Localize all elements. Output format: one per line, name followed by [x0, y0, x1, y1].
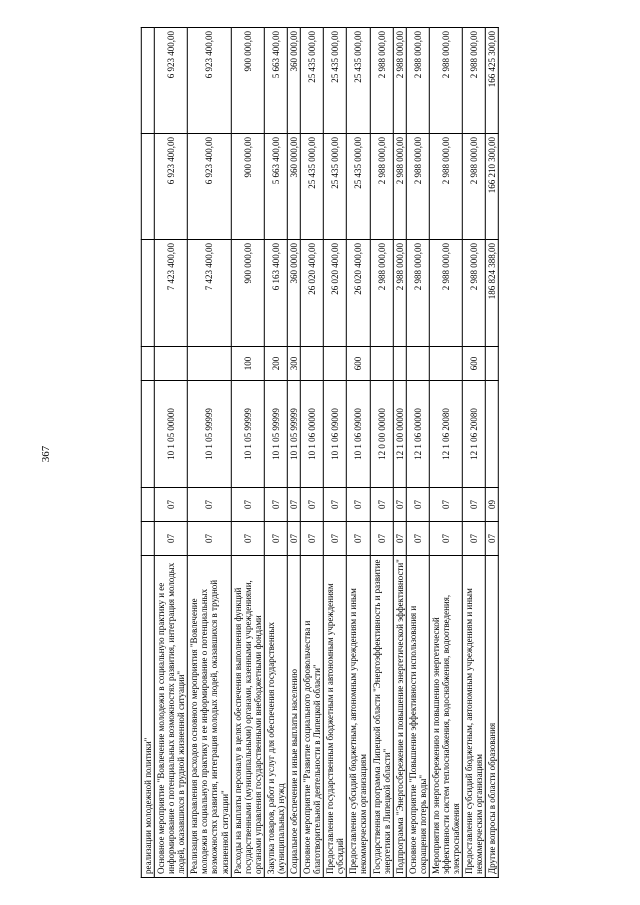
row-name-cell: реализации молодежной политики"	[141, 555, 154, 877]
amount-year-3-cell: 5 663 400,00	[264, 27, 287, 133]
amount-year-3-cell: 360 000,00	[287, 27, 300, 133]
amount-year-1-cell: 2 988 000,00	[462, 239, 485, 346]
target-article-cell	[486, 380, 499, 487]
section-code-cell: 07	[406, 521, 429, 555]
row-name-cell: Предоставление субсидий бюджетным, автономным учреждениям и иным некоммерческим организациям	[347, 555, 370, 877]
target-article-cell: 10 1 06 09000	[324, 380, 347, 487]
expense-type-cell	[141, 346, 154, 380]
amount-year-2-cell: 2 988 000,00	[429, 133, 462, 239]
table-row	[188, 27, 231, 877]
section-code-cell: 07	[429, 521, 462, 555]
expense-type-cell	[406, 346, 429, 380]
amount-year-3-cell: 900 000,00	[231, 27, 264, 133]
expense-type-cell: 600	[462, 346, 485, 380]
table-row	[300, 27, 323, 877]
row-name-cell: Другие вопросы в области образования	[486, 555, 499, 877]
subsection-code-cell: 07	[324, 487, 347, 521]
amount-year-1-cell: 26 020 400,00	[347, 239, 370, 346]
amount-year-2-cell: 360 000,00	[287, 133, 300, 239]
table-row	[264, 27, 287, 877]
amount-year-1-cell: 2 988 000,00	[370, 239, 393, 346]
subsection-code-cell: 07	[300, 487, 323, 521]
section-code-cell: 07	[287, 521, 300, 555]
amount-year-2-cell: 2 988 000,00	[393, 133, 406, 239]
amount-year-2-cell: 6 923 400,00	[154, 133, 187, 239]
row-name-cell: Подпрограмма "Энергосбережение и повышение энергетической эффективности"	[393, 555, 406, 877]
subsection-code-cell: 07	[264, 487, 287, 521]
subsection-code-cell: 07	[188, 487, 231, 521]
row-name-cell: Основное мероприятие "Развитие социального добровольчества и благотворительной деятельности в Липецкой области"	[300, 555, 323, 877]
table-row	[154, 27, 187, 877]
row-name-cell: Закупка товаров, работ и услуг для обеспечения государственных (муниципальных) нужд	[264, 555, 287, 877]
subsection-code-cell: 07	[370, 487, 393, 521]
amount-year-1-cell: 2 988 000,00	[429, 239, 462, 346]
section-code-cell: 07	[347, 521, 370, 555]
amount-year-2-cell: 25 435 000,00	[324, 133, 347, 239]
section-code-cell: 07	[370, 521, 393, 555]
amount-year-3-cell: 166 425 300,00	[486, 27, 499, 133]
amount-year-1-cell: 6 163 400,00	[264, 239, 287, 346]
expense-type-cell: 200	[264, 346, 287, 380]
section-code-cell: 07	[154, 521, 187, 555]
amount-year-3-cell: 25 435 000,00	[300, 27, 323, 133]
expense-type-cell	[324, 346, 347, 380]
subsection-code-cell: 07	[429, 487, 462, 521]
target-article-cell: 10 1 05 99999	[188, 380, 231, 487]
amount-year-3-cell: 25 435 000,00	[324, 27, 347, 133]
amount-year-3-cell: 2 988 000,00	[370, 27, 393, 133]
amount-year-1-cell: 2 988 000,00	[406, 239, 429, 346]
budget-table-body	[141, 27, 498, 877]
row-name-cell: Мероприятия по энергосбережению и повышению энергетической эффективности систем теплоснабжения, водоснабжения, водоотведения, электроснабжения	[429, 555, 462, 877]
amount-year-2-cell	[141, 133, 154, 239]
expense-type-cell: 600	[347, 346, 370, 380]
section-code-cell: 07	[486, 521, 499, 555]
subsection-code-cell: 07	[154, 487, 187, 521]
subsection-code-cell: 07	[287, 487, 300, 521]
row-name-cell: Предоставление субсидий бюджетным, автономным учреждениям и иным некоммерческим организациям	[462, 555, 485, 877]
amount-year-1-cell: 2 988 000,00	[393, 239, 406, 346]
subsection-code-cell: 07	[406, 487, 429, 521]
target-article-cell: 10 1 05 99999	[231, 380, 264, 487]
subsection-code-cell: 07	[347, 487, 370, 521]
amount-year-2-cell: 25 435 000,00	[300, 133, 323, 239]
amount-year-1-cell: 26 020 400,00	[300, 239, 323, 346]
expense-type-cell: 300	[287, 346, 300, 380]
target-article-cell: 12 1 06 20080	[429, 380, 462, 487]
subsection-code-cell	[141, 487, 154, 521]
amount-year-2-cell: 6 923 400,00	[188, 133, 231, 239]
amount-year-3-cell	[141, 27, 154, 133]
amount-year-1-cell: 26 020 400,00	[324, 239, 347, 346]
amount-year-3-cell: 2 988 000,00	[462, 27, 485, 133]
rotated-page-content	[141, 28, 499, 878]
expense-type-cell	[393, 346, 406, 380]
amount-year-3-cell: 6 923 400,00	[188, 27, 231, 133]
amount-year-2-cell: 2 988 000,00	[462, 133, 485, 239]
amount-year-1-cell: 900 000,00	[231, 239, 264, 346]
subsection-code-cell: 07	[462, 487, 485, 521]
row-name-cell: Основное мероприятие "Повышение эффективности использования и сокращения потерь воды"	[406, 555, 429, 877]
table-row	[370, 27, 393, 877]
amount-year-2-cell: 166 210 300,00	[486, 133, 499, 239]
section-code-cell: 07	[462, 521, 485, 555]
expense-type-cell	[188, 346, 231, 380]
row-name-cell: Предоставление государственным бюджетным и автономным учреждениям субсидий	[324, 555, 347, 877]
target-article-cell: 12 1 06 20080	[462, 380, 485, 487]
section-code-cell: 07	[231, 521, 264, 555]
row-name-cell: Реализация направления расходов основного мероприятия "Вовлечение молодежи в социальную практику и ее информирование о потенциальных возможностях развития, интеграция молодых людей, оказавшихся в трудной жизненной ситуации"	[188, 555, 231, 877]
target-article-cell: 12 1 00 00000	[393, 380, 406, 487]
amount-year-2-cell: 2 988 000,00	[370, 133, 393, 239]
target-article-cell	[141, 380, 154, 487]
row-name-cell: Социальное обеспечение и иные выплаты населению	[287, 555, 300, 877]
target-article-cell: 10 1 06 09000	[347, 380, 370, 487]
table-row	[347, 27, 370, 877]
target-article-cell: 12 0 00 00000	[370, 380, 393, 487]
amount-year-2-cell: 25 435 000,00	[347, 133, 370, 239]
amount-year-3-cell: 2 988 000,00	[406, 27, 429, 133]
table-row	[141, 27, 154, 877]
expense-type-cell	[154, 346, 187, 380]
table-row	[231, 27, 264, 877]
table-row	[429, 27, 462, 877]
expense-type-cell	[370, 346, 393, 380]
target-article-cell: 12 1 06 00000	[406, 380, 429, 487]
amount-year-2-cell: 5 663 400,00	[264, 133, 287, 239]
table-row	[486, 27, 499, 877]
amount-year-2-cell: 900 000,00	[231, 133, 264, 239]
subsection-code-cell: 09	[486, 487, 499, 521]
row-name-cell: Расходы на выплаты персоналу в целях обеспечения выполнения функций государственными (муниципальными) органами, казенными учреждениями, органами управления государственными внебюджетными фондами	[231, 555, 264, 877]
amount-year-1-cell: 360 000,00	[287, 239, 300, 346]
amount-year-1-cell: 186 824 388,00	[486, 239, 499, 346]
expense-type-cell	[429, 346, 462, 380]
amount-year-1-cell: 7 423 400,00	[188, 239, 231, 346]
amount-year-3-cell: 2 988 000,00	[429, 27, 462, 133]
target-article-cell: 10 1 06 00000	[300, 380, 323, 487]
amount-year-1-cell	[141, 239, 154, 346]
target-article-cell: 10 1 05 00000	[154, 380, 187, 487]
expense-type-cell	[300, 346, 323, 380]
amount-year-3-cell: 6 923 400,00	[154, 27, 187, 133]
row-name-cell: Основное мероприятие "Вовлечение молодежи в социальную практику и ее информирование о потенциальных возможностях развития, интеграция молодых людей, оказавшихся в трудной жизненной ситуации"	[154, 555, 187, 877]
amount-year-3-cell: 2 988 000,00	[393, 27, 406, 133]
table-row	[393, 27, 406, 877]
amount-year-2-cell: 2 988 000,00	[406, 133, 429, 239]
table-row	[324, 27, 347, 877]
budget-table	[141, 27, 499, 878]
page-number: 367	[40, 445, 52, 463]
row-name-cell: Государственная программа Липецкой области "Энергоэффективность и развитие энергетики в Липецкой области"	[370, 555, 393, 877]
expense-type-cell	[486, 346, 499, 380]
table-row	[406, 27, 429, 877]
section-code-cell: 07	[393, 521, 406, 555]
expense-type-cell: 100	[231, 346, 264, 380]
section-code-cell: 07	[188, 521, 231, 555]
subsection-code-cell: 07	[393, 487, 406, 521]
subsection-code-cell: 07	[231, 487, 264, 521]
section-code-cell	[141, 521, 154, 555]
section-code-cell: 07	[264, 521, 287, 555]
table-row	[462, 27, 485, 877]
section-code-cell: 07	[300, 521, 323, 555]
table-row	[287, 27, 300, 877]
target-article-cell: 10 1 05 99999	[287, 380, 300, 487]
amount-year-1-cell: 7 423 400,00	[154, 239, 187, 346]
amount-year-3-cell: 25 435 000,00	[347, 27, 370, 133]
section-code-cell: 07	[324, 521, 347, 555]
target-article-cell: 10 1 05 99999	[264, 380, 287, 487]
